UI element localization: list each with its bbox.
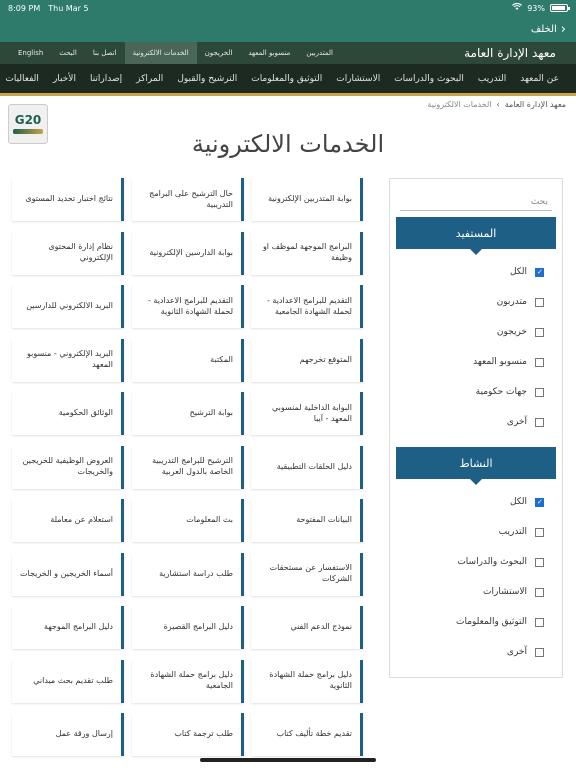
app-nav-bar — [0, 16, 576, 42]
service-link[interactable]: نموذج الدعم الفني — [251, 606, 363, 649]
top-link-1[interactable]: منسوبو المعهد — [248, 49, 291, 57]
beneficiary-checkbox[interactable] — [535, 358, 544, 367]
back-button[interactable] — [531, 23, 566, 36]
breadcrumb-current: الخدمات الالكترونية — [427, 100, 492, 109]
battery-percent: 93% — [527, 3, 545, 13]
beneficiary-label: خريجون — [496, 327, 527, 337]
service-link[interactable]: الوثائق الحكومية — [12, 392, 124, 435]
top-link-5[interactable]: البحث — [59, 49, 77, 57]
activity-checkbox[interactable] — [535, 618, 544, 627]
breadcrumb — [427, 100, 566, 109]
activity-item-5[interactable] — [400, 637, 544, 667]
back-label: الخلف — [530, 23, 557, 35]
activity-checkbox[interactable] — [535, 558, 544, 567]
service-link[interactable]: حال الترشيح على البرامج التدريبية — [132, 178, 244, 221]
beneficiary-label: آخرى — [506, 417, 527, 427]
top-link-3[interactable]: الخدمات الالكترونية — [125, 42, 197, 64]
activity-item-4[interactable] — [400, 607, 544, 637]
service-link[interactable]: دليل برامج حملة الشهادة الجامعية — [132, 660, 244, 703]
service-link[interactable]: بث المعلومات — [132, 499, 244, 542]
service-link[interactable]: نتائج اختبار تحديد المستوى — [12, 178, 124, 221]
activity-label: الاستشارات — [483, 587, 527, 597]
service-link[interactable]: دليل الحلقات التطبيقية — [251, 446, 363, 489]
activity-item-2[interactable] — [400, 547, 544, 577]
service-link[interactable]: طلب تقديم بحث ميداني — [12, 660, 124, 703]
service-link[interactable]: تقديم خطة تأليف كتاب — [251, 713, 363, 756]
beneficiary-checkbox[interactable] — [535, 418, 544, 427]
main-nav-item-6[interactable]: المراكز — [136, 73, 164, 84]
service-link[interactable]: التقديم للبرامج الاعدادية - لحملة الشهادة الثانوية — [132, 285, 244, 328]
service-link[interactable]: البوابة الداخلية لمنسوبي المعهد - آيبا — [251, 392, 363, 435]
service-link[interactable]: أسماء الخريجين و الخريجات — [12, 553, 124, 596]
service-link[interactable]: بوابة المتدربين الإلكترونية — [251, 178, 363, 221]
activity-label: الكل — [509, 497, 527, 507]
beneficiary-checkbox[interactable] — [535, 388, 544, 397]
top-link-2[interactable]: الخريجون — [204, 49, 233, 57]
beneficiary-item-2[interactable] — [400, 317, 544, 347]
main-nav-item-9[interactable]: الفعاليات — [5, 73, 39, 84]
service-link[interactable]: الاستفسار عن مستحقات الشركات — [251, 553, 363, 596]
beneficiary-filter-header[interactable]: المستفيد — [396, 217, 556, 249]
service-link[interactable]: طلب دراسة استشارية — [132, 553, 244, 596]
service-link[interactable]: دليل البرامج القصيرة — [132, 606, 244, 649]
top-link-4[interactable]: اتصل بنا — [92, 49, 117, 57]
service-link[interactable]: بوابة الدارسين الإلكترونية — [132, 232, 244, 275]
service-link[interactable]: البريد الالكتروني للدارسين — [12, 285, 124, 328]
battery-icon — [550, 4, 568, 12]
activity-checkbox[interactable] — [535, 498, 544, 507]
main-nav-item-3[interactable]: الاستشارات — [336, 73, 381, 84]
chevron-right-icon: › — [560, 21, 566, 37]
beneficiary-item-1[interactable] — [400, 287, 544, 317]
wifi-icon — [512, 3, 522, 13]
activity-label: التدريب — [498, 527, 527, 537]
activity-item-0[interactable] — [400, 487, 544, 517]
service-link[interactable]: نظام إدارة المحتوى الإلكتروني — [12, 232, 124, 275]
beneficiary-label: الكل — [509, 267, 527, 277]
service-link[interactable]: البريد الإلكتروني - منسوبو المعهد — [12, 339, 124, 382]
service-link[interactable]: البرامج الموجهة لموظف او وظيفة — [251, 232, 363, 275]
service-link[interactable]: دليل برامج حملة الشهادة الثانوية — [251, 660, 363, 703]
page-title: الخدمات الالكترونية — [191, 130, 385, 158]
beneficiary-checkbox[interactable] — [535, 328, 544, 337]
activity-item-3[interactable] — [400, 577, 544, 607]
home-indicator — [200, 758, 376, 762]
beneficiary-checkbox[interactable] — [535, 298, 544, 307]
beneficiary-checkbox[interactable] — [535, 268, 544, 277]
site-top-bar — [0, 42, 576, 64]
service-link[interactable]: المكتبة — [132, 339, 244, 382]
service-link[interactable]: البيانات المفتوحة — [251, 499, 363, 542]
main-nav-item-1[interactable]: التدريب — [477, 73, 507, 84]
top-link-6[interactable]: English — [18, 49, 44, 57]
main-nav-item-8[interactable]: الأخبار — [52, 73, 76, 84]
main-nav-item-7[interactable]: إصداراتنا — [89, 73, 123, 84]
main-nav-item-0[interactable]: عن المعهد — [520, 73, 559, 84]
main-nav-item-2[interactable]: البحوث والدراسات — [394, 73, 464, 84]
service-link[interactable]: المتوقع تخرجهم — [251, 339, 363, 382]
beneficiary-label: جهات حكومية — [475, 387, 527, 397]
activity-checkbox[interactable] — [535, 588, 544, 597]
beneficiary-filter-list — [390, 249, 562, 437]
beneficiary-item-0[interactable] — [400, 257, 544, 287]
service-link[interactable]: بوابة الترشيح — [132, 392, 244, 435]
service-link[interactable]: إرسال ورقة عمل — [12, 713, 124, 756]
site-title[interactable]: معهد الإدارة العامة — [464, 46, 556, 60]
search-input[interactable]: بحث — [400, 193, 552, 211]
g20-logo-text: G20 — [14, 113, 42, 127]
main-nav-item-4[interactable]: التوثيق والمعلومات — [251, 73, 323, 84]
main-nav — [0, 64, 576, 96]
beneficiary-item-5[interactable] — [400, 407, 544, 437]
status-time: 8:09 PM — [8, 3, 41, 13]
beneficiary-label: متدربون — [496, 297, 527, 307]
activity-label: البحوث والدراسات — [457, 557, 527, 567]
service-link[interactable]: العروض الوظيفية للخريجين والخريجات — [12, 446, 124, 489]
breadcrumb-separator-icon: › — [496, 100, 500, 109]
breadcrumb-home[interactable]: معهد الإدارة العامة — [504, 100, 566, 109]
main-nav-item-5[interactable]: الترشيح والقبول — [177, 73, 238, 84]
service-link[interactable]: طلب ترجمة كتاب — [132, 713, 244, 756]
activity-filter-header[interactable]: النشاط — [396, 447, 556, 479]
beneficiary-label: منسوبو المعهد — [473, 357, 527, 367]
service-link[interactable]: التقديم للبرامج الاعدادية - لحملة الشهادة الجامعية — [251, 285, 363, 328]
activity-label: آخرى — [506, 647, 527, 657]
top-link-0[interactable]: المتدربين — [306, 49, 333, 57]
activity-filter-list — [390, 479, 562, 667]
status-date: Thu Mar 5 — [48, 3, 89, 13]
service-link[interactable]: استعلام عن معاملة — [12, 499, 124, 542]
activity-checkbox[interactable] — [535, 528, 544, 537]
filter-sidebar — [389, 178, 563, 678]
beneficiary-item-3[interactable] — [400, 347, 544, 377]
top-links — [10, 42, 341, 64]
service-link[interactable]: دليل البرامج الموجهة — [12, 606, 124, 649]
beneficiary-item-4[interactable] — [400, 377, 544, 407]
status-bar — [0, 0, 576, 16]
activity-label: التوثيق والمعلومات — [456, 617, 527, 627]
service-link[interactable]: الترشيح للبرامج التدريبية الخاصة بالدول العربية — [132, 446, 244, 489]
activity-item-1[interactable] — [400, 517, 544, 547]
activity-checkbox[interactable] — [535, 648, 544, 657]
